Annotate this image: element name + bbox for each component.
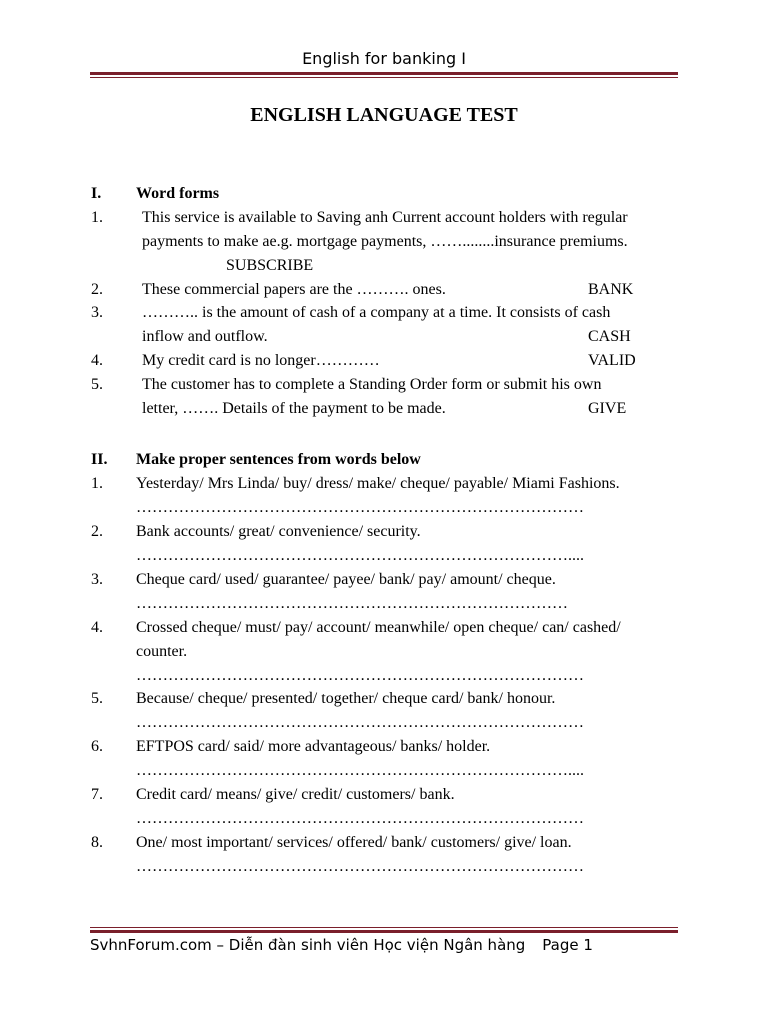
item-text: EFTPOS card/ said/ more advantageous/ banks/ holder. (136, 738, 491, 755)
footer-site: SvhnForum.com – Diễn đàn sinh viên Học viện Ngân hàng (90, 936, 526, 954)
item-number: 2. (91, 523, 103, 540)
section-heading: Make proper sentences from words below (136, 451, 421, 468)
section-heading: Word forms (136, 185, 220, 202)
item-number: 1. (91, 209, 103, 226)
item-text: The customer has to complete a Standing Order form or submit his own (142, 376, 602, 393)
item-text-continued: inflow and outflow. (142, 328, 268, 345)
item-number: 5. (91, 376, 103, 393)
item-text: My credit card is no longer………… (142, 352, 380, 369)
item-text: ……….. is the amount of cash of a company at a time. It consists of cash (142, 304, 611, 321)
document-title: ENGLISH LANGUAGE TEST (250, 104, 518, 126)
item-text: Because/ cheque/ presented/ together/ cheque card/ bank/ honour. (136, 690, 556, 707)
answer-line: ………………………………………………………………………… (136, 499, 584, 516)
item-text-continued: counter. (136, 643, 188, 660)
item-word: CASH (588, 328, 631, 345)
item-number: 7. (91, 786, 103, 803)
item-text: Bank accounts/ great/ convenience/ security. (136, 523, 421, 540)
item-number: 8. (91, 834, 103, 851)
footer-rule-thick (90, 930, 678, 933)
item-word: GIVE (588, 400, 627, 417)
item-number: 4. (91, 619, 103, 636)
footer-rule-thin (90, 927, 678, 928)
item-word: SUBSCRIBE (226, 257, 314, 274)
answer-line: ………………………………………………………………………… (136, 858, 584, 875)
header-title: English for banking I (302, 49, 466, 68)
answer-line: ……………………………………………………………………….... (136, 547, 584, 564)
answer-line: ………………………………………………………………………… (136, 810, 584, 827)
item-text: Crossed cheque/ must/ pay/ account/ meanwhile/ open cheque/ can/ cashed/ (136, 619, 621, 636)
item-text-continued: payments to make ae.g. mortgage payments, ……........insurance premiums. (142, 233, 628, 250)
item-word: VALID (588, 352, 636, 369)
item-text: One/ most important/ services/ offered/ bank/ customers/ give/ loan. (136, 834, 572, 851)
answer-line: ………………………………………………………………………… (136, 667, 584, 684)
header-rule-thin (90, 77, 678, 78)
answer-line: ……………………………………………………………………… (136, 595, 568, 612)
item-text: This service is available to Saving anh Current account holders with regular (142, 209, 628, 226)
item-text: Credit card/ means/ give/ credit/ customers/ bank. (136, 786, 455, 803)
item-text: Yesterday/ Mrs Linda/ buy/ dress/ make/ cheque/ payable/ Miami Fashions. (136, 475, 620, 492)
header-rule-thick (90, 72, 678, 75)
answer-line: ……………………………………………………………………….... (136, 762, 584, 779)
section-numeral: II. (91, 451, 108, 468)
item-number: 3. (91, 304, 103, 321)
footer-page-number: Page 1 (542, 936, 593, 954)
item-text: These commercial papers are the ………. ones. (142, 281, 446, 298)
item-number: 4. (91, 352, 103, 369)
item-number: 1. (91, 475, 103, 492)
item-text-continued: letter, ……. Details of the payment to be made. (142, 400, 446, 417)
item-text: Cheque card/ used/ guarantee/ payee/ bank/ pay/ amount/ cheque. (136, 571, 556, 588)
item-number: 5. (91, 690, 103, 707)
answer-line: ………………………………………………………………………… (136, 714, 584, 731)
item-number: 6. (91, 738, 103, 755)
item-number: 3. (91, 571, 103, 588)
item-number: 2. (91, 281, 103, 298)
item-word: BANK (588, 281, 634, 298)
section-numeral: I. (91, 185, 102, 202)
footer-text (90, 936, 593, 954)
